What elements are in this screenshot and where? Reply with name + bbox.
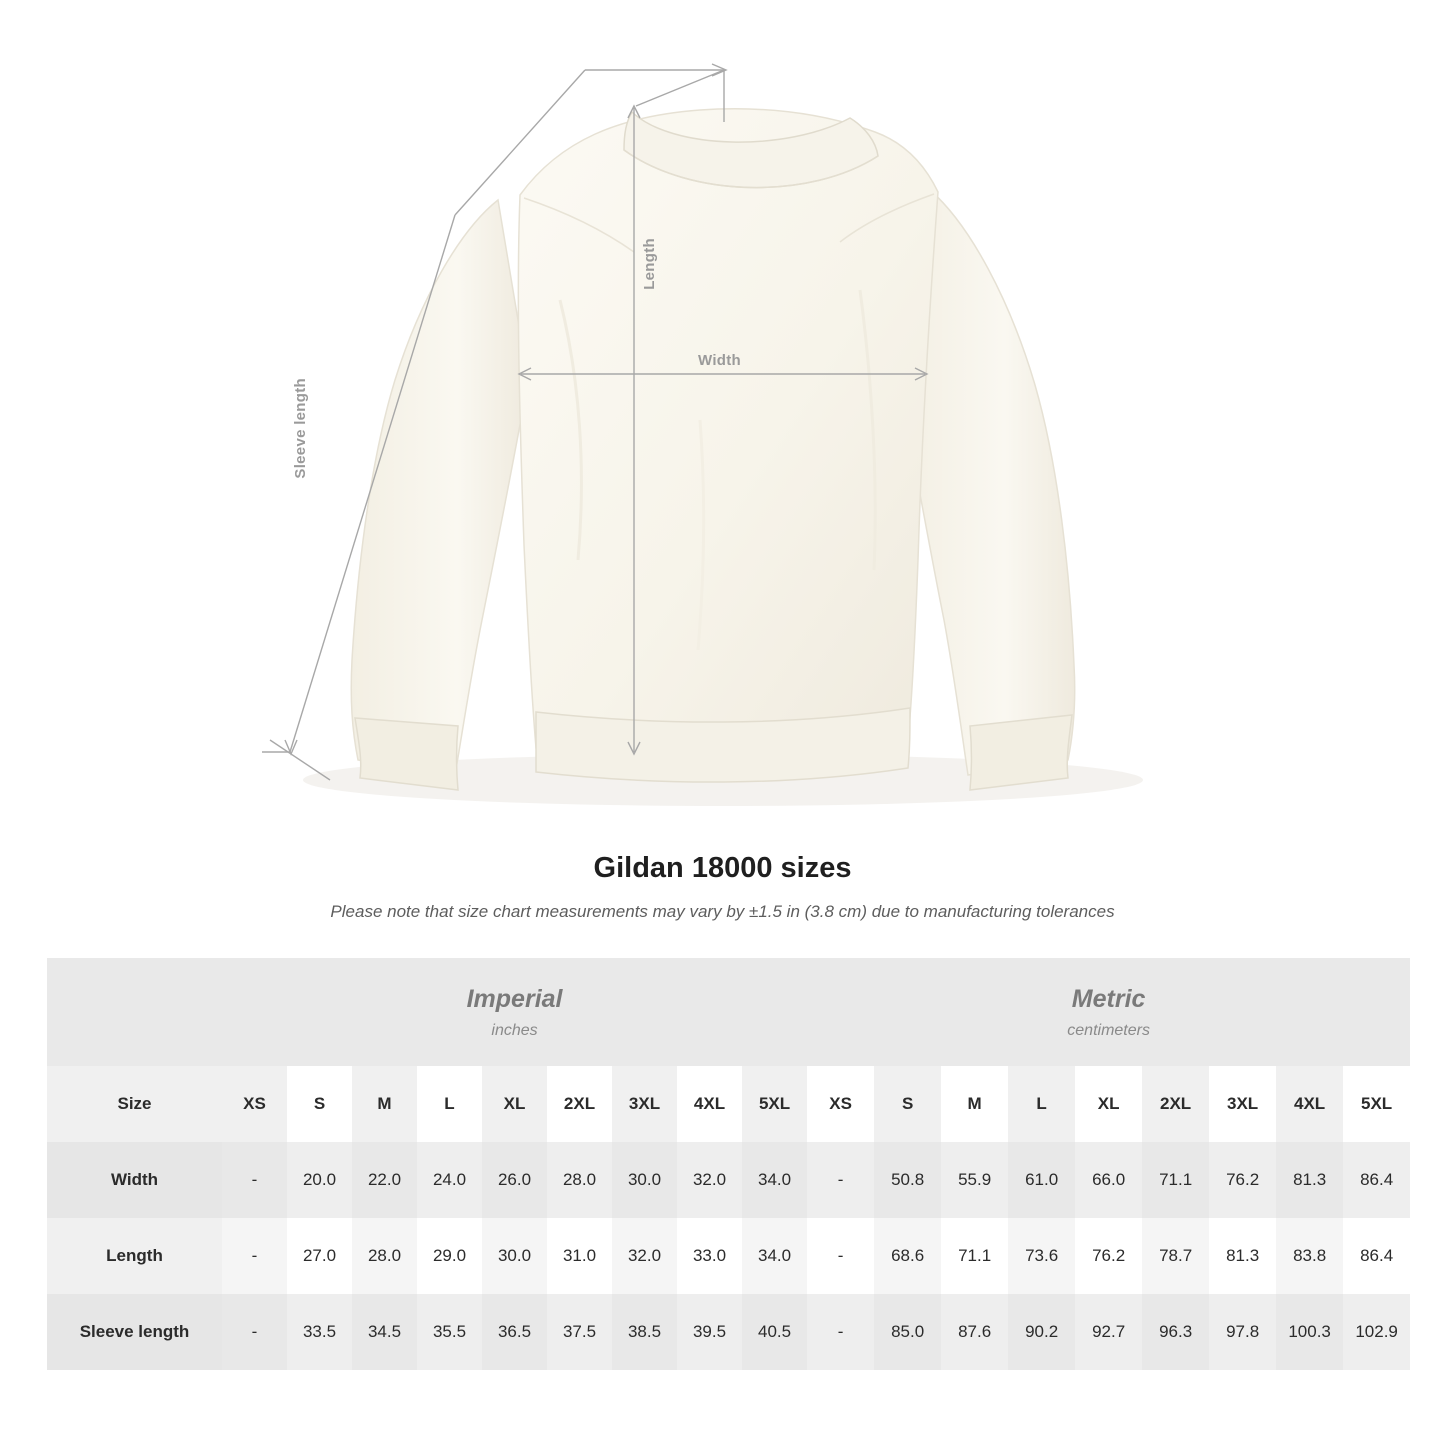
dimension-label-width: Width [698,352,742,369]
unit-name-imperial: Imperial [466,985,563,1014]
cell-sleeve-metric-xl: 92.7 [1075,1294,1142,1370]
table-row [47,1218,1410,1294]
column-header-imperial-xl: XL [482,1066,547,1142]
column-header-metric-xl: XL [1075,1066,1142,1142]
column-header-metric-m: M [941,1066,1008,1142]
cell-width-metric-xl: 66.0 [1075,1142,1142,1218]
cell-width-metric-l: 61.0 [1008,1142,1075,1218]
unit-header-imperial [222,958,807,1066]
cell-sleeve-imperial-4xl: 39.5 [677,1294,742,1370]
cell-width-imperial-xl: 26.0 [482,1142,547,1218]
cell-length-metric-s: 68.6 [874,1218,941,1294]
column-header-metric-4xl: 4XL [1276,1066,1343,1142]
cell-width-imperial-l: 24.0 [417,1142,482,1218]
cell-width-imperial-xs: - [222,1142,287,1218]
row-label-width: Width [47,1142,222,1218]
size-chart-table-wrapper [0,958,1445,1370]
column-header-imperial-3xl: 3XL [612,1066,677,1142]
cell-sleeve-metric-4xl: 100.3 [1276,1294,1343,1370]
row-label-length: Length [47,1218,222,1294]
dimension-label-sleeve-length: Sleeve length [292,378,309,479]
cell-sleeve-metric-2xl: 96.3 [1142,1294,1209,1370]
cell-length-imperial-l: 29.0 [417,1218,482,1294]
column-header-metric-5xl: 5XL [1343,1066,1410,1142]
cell-length-metric-5xl: 86.4 [1343,1218,1410,1294]
cell-width-imperial-s: 20.0 [287,1142,352,1218]
cell-width-imperial-m: 22.0 [352,1142,417,1218]
cell-sleeve-imperial-s: 33.5 [287,1294,352,1370]
cell-sleeve-imperial-xs: - [222,1294,287,1370]
cell-sleeve-imperial-5xl: 40.5 [742,1294,807,1370]
unit-sub-imperial: inches [491,1021,538,1039]
row-label-sleeve-length: Sleeve length [47,1294,222,1370]
cell-length-imperial-2xl: 31.0 [547,1218,612,1294]
cell-sleeve-metric-s: 85.0 [874,1294,941,1370]
cell-length-imperial-5xl: 34.0 [742,1218,807,1294]
cell-width-metric-s: 50.8 [874,1142,941,1218]
table-row [47,1142,1410,1218]
cell-width-metric-xs: - [807,1142,874,1218]
column-header-imperial-l: L [417,1066,482,1142]
cell-length-imperial-xl: 30.0 [482,1218,547,1294]
cell-length-metric-m: 71.1 [941,1218,1008,1294]
unit-name-metric: Metric [1071,985,1146,1014]
column-header-metric-3xl: 3XL [1209,1066,1276,1142]
cell-length-metric-2xl: 78.7 [1142,1218,1209,1294]
tolerance-note: Please note that size chart measurements may vary by ±1.5 in (3.8 cm) due to manufacturing tolerances [330,902,1115,921]
column-header-size: Size [47,1066,222,1142]
cell-width-imperial-2xl: 28.0 [547,1142,612,1218]
cell-width-metric-m: 55.9 [941,1142,1008,1218]
cell-sleeve-imperial-3xl: 38.5 [612,1294,677,1370]
cell-sleeve-metric-l: 90.2 [1008,1294,1075,1370]
size-chart-table [47,958,1410,1370]
cell-width-imperial-5xl: 34.0 [742,1142,807,1218]
cell-width-metric-3xl: 76.2 [1209,1142,1276,1218]
table-row [47,1294,1410,1370]
unit-header-metric [807,958,1410,1066]
cell-width-imperial-3xl: 30.0 [612,1142,677,1218]
column-header-imperial-m: M [352,1066,417,1142]
cell-length-metric-4xl: 83.8 [1276,1218,1343,1294]
column-header-imperial-2xl: 2XL [547,1066,612,1142]
column-header-imperial-5xl: 5XL [742,1066,807,1142]
unit-header-spacer [47,958,222,1066]
cell-length-imperial-4xl: 33.0 [677,1218,742,1294]
size-header-row [47,1066,1410,1142]
cell-length-metric-3xl: 81.3 [1209,1218,1276,1294]
cell-length-imperial-s: 27.0 [287,1218,352,1294]
column-header-metric-2xl: 2XL [1142,1066,1209,1142]
cell-width-metric-5xl: 86.4 [1343,1142,1410,1218]
cell-width-metric-2xl: 71.1 [1142,1142,1209,1218]
column-header-imperial-s: S [287,1066,352,1142]
cell-sleeve-metric-m: 87.6 [941,1294,1008,1370]
unit-sub-metric: centimeters [1067,1021,1150,1039]
cell-length-metric-xs: - [807,1218,874,1294]
cell-length-metric-l: 73.6 [1008,1218,1075,1294]
cell-length-metric-xl: 76.2 [1075,1218,1142,1294]
unit-header-row [47,958,1410,1066]
column-header-imperial-xs: XS [222,1066,287,1142]
cell-sleeve-metric-5xl: 102.9 [1343,1294,1410,1370]
cell-length-imperial-xs: - [222,1218,287,1294]
cell-length-imperial-3xl: 32.0 [612,1218,677,1294]
column-header-metric-xs: XS [807,1066,874,1142]
page-title: Gildan 18000 sizes [593,852,852,884]
column-header-metric-l: L [1008,1066,1075,1142]
cell-sleeve-imperial-m: 34.5 [352,1294,417,1370]
cell-sleeve-imperial-2xl: 37.5 [547,1294,612,1370]
dimension-label-length: Length [641,238,658,290]
cell-sleeve-metric-3xl: 97.8 [1209,1294,1276,1370]
cell-width-imperial-4xl: 32.0 [677,1142,742,1218]
cell-width-metric-4xl: 81.3 [1276,1142,1343,1218]
cell-length-imperial-m: 28.0 [352,1218,417,1294]
cell-sleeve-imperial-l: 35.5 [417,1294,482,1370]
cell-sleeve-metric-xs: - [807,1294,874,1370]
cell-sleeve-imperial-xl: 36.5 [482,1294,547,1370]
column-header-metric-s: S [874,1066,941,1142]
column-header-imperial-4xl: 4XL [677,1066,742,1142]
